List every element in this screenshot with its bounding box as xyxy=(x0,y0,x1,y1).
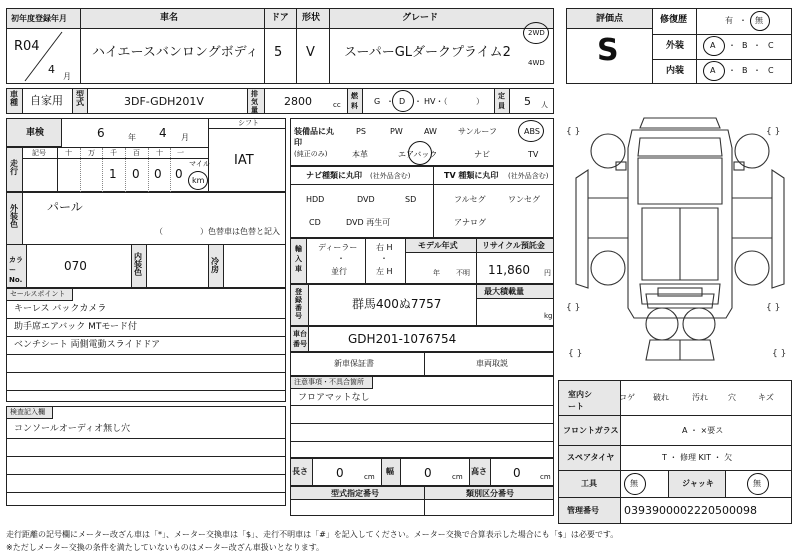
exterior-label: 外装 xyxy=(666,41,685,51)
color-change-note: ）色替車は色替と記入 xyxy=(200,227,280,236)
fuel-hv: HV・（ xyxy=(424,97,448,106)
mgmt-number: 0393900002220500098 xyxy=(624,504,757,517)
notes-value: フロアマットなし xyxy=(298,393,370,403)
equipment-label: 装備品に丸印 xyxy=(294,127,334,147)
fuel-d: D xyxy=(399,97,406,106)
inspector-value: コンソールオーディオ無し穴 xyxy=(14,424,131,434)
score-label: 評価点 xyxy=(596,14,624,24)
new-warranty: 新車保証書 xyxy=(334,359,374,368)
digit-label-4: 十 xyxy=(156,149,163,157)
month-unit: 月 xyxy=(63,72,71,81)
capacity-value: 5 xyxy=(524,95,531,108)
width-label: 幅 xyxy=(386,467,394,476)
svg-text:{ }: { } xyxy=(766,127,781,137)
equip-ps: PS xyxy=(356,127,366,136)
digit-label-3: 百 xyxy=(133,149,140,157)
import-dot: ・ xyxy=(337,254,345,263)
capacity-label: 定員 xyxy=(498,92,505,110)
mileage-digit-2: 0 xyxy=(132,167,140,181)
car-name-label: 車名 xyxy=(160,13,179,23)
length-value: 0 xyxy=(336,466,344,480)
navi-hdd: HDD xyxy=(306,195,325,204)
score-value: S xyxy=(597,33,619,68)
navi-sd: SD xyxy=(405,195,417,204)
max-load-kg: kg xyxy=(544,312,553,320)
interior-label: 内装 xyxy=(666,66,685,76)
model-year-label: モデル年式 xyxy=(418,241,458,250)
navi-sublabel: (社外品含む) xyxy=(370,172,411,180)
seat-tear: 破れ xyxy=(653,393,669,402)
mileage-sign-label: 記号 xyxy=(32,149,46,157)
jack-value: 無 xyxy=(753,479,761,488)
color-no-label: カラーNo. xyxy=(9,256,23,284)
svg-text:{ }: { } xyxy=(566,303,581,313)
model-label: 型式 xyxy=(76,90,84,107)
persons-unit: 人 xyxy=(541,101,548,109)
notes-label: 注意事項・不具合箇所 xyxy=(294,378,364,386)
grade-value: スーパーGLダークプライム2 xyxy=(344,45,511,60)
vehicle-type-label: 車種 xyxy=(10,90,18,107)
import-right-h: 右 H xyxy=(376,243,393,252)
grade-label: グレード xyxy=(402,13,439,23)
model-year-unit: 年 xyxy=(433,269,440,277)
recycle-yen: 円 xyxy=(544,269,551,277)
sales-points-label: セールスポイント xyxy=(10,290,66,298)
cooler-label: 冷房 xyxy=(211,257,219,274)
type-cert-label: 型式指定番号 xyxy=(331,489,379,498)
digit-label-2: 千 xyxy=(110,149,117,157)
import-left-h: 左 H xyxy=(376,267,393,276)
chassis-value: GDH201-1076754 xyxy=(348,332,457,346)
jack-label: ジャッキ xyxy=(682,479,714,488)
spare-value: T ・ 修理 KIT ・ 欠 xyxy=(662,453,733,462)
exterior-color-label: 外装色 xyxy=(10,204,18,229)
inspection-year-unit: 年 xyxy=(128,133,136,142)
first-reg-label: 初年度登録年月 xyxy=(11,14,67,23)
drive-4wd: 4WD xyxy=(528,59,545,67)
spare-label: スペアタイヤ xyxy=(567,453,615,462)
repair-label: 修復歴 xyxy=(660,15,688,25)
repair-yes: 有 xyxy=(725,16,733,25)
seat-dirt: 汚れ xyxy=(692,393,708,402)
height-cm: cm xyxy=(540,473,551,481)
windshield-label: フロントガラス xyxy=(563,426,619,435)
height-label: 高さ xyxy=(471,467,487,476)
car-name: ハイエースバンロングボディ xyxy=(92,45,259,60)
mileage-digit-3: 0 xyxy=(154,167,162,181)
windshield-value: A ・ ×要ス xyxy=(682,426,724,435)
registration-row xyxy=(6,88,554,114)
equipment-sublabel: (純正のみ) xyxy=(294,150,328,158)
equip-abs: ABS xyxy=(524,127,540,136)
shift-label: シフト xyxy=(238,119,259,127)
cc-unit: cc xyxy=(333,101,341,109)
docs-row xyxy=(290,352,554,376)
equip-navi: ナビ xyxy=(474,150,490,159)
height-value: 0 xyxy=(513,466,521,480)
fuel-g: G xyxy=(374,97,381,106)
inspection-year: 6 xyxy=(97,126,105,140)
equip-tv: TV xyxy=(528,150,539,159)
fuel-label: 燃料 xyxy=(351,92,358,110)
drive-2wd: 2WD xyxy=(528,29,545,37)
vehicle-manual: 車両取説 xyxy=(476,359,508,368)
equip-sunroof: サンルーフ xyxy=(458,127,497,136)
svg-text:{ }: { } xyxy=(766,303,781,313)
km-unit: km xyxy=(192,176,205,185)
displacement-label: 排気量 xyxy=(251,90,258,114)
interior-b: B xyxy=(742,66,748,75)
navi-cd: CD xyxy=(309,218,321,227)
recycle-label: リサイクル預託金 xyxy=(482,241,545,250)
doors-value: 5 xyxy=(274,45,283,60)
repair-no: 無 xyxy=(755,16,763,25)
displacement-value: 2800 xyxy=(284,95,312,108)
mileage-label: 走行 xyxy=(10,159,18,176)
tv-analog: アナログ xyxy=(454,218,486,227)
navi-label: ナビ種類に丸印 xyxy=(306,171,362,180)
mileage-digit-1: 1 xyxy=(109,167,117,181)
equip-aw: AW xyxy=(424,127,437,136)
width-cm: cm xyxy=(452,473,463,481)
footer-note-1: 走行距離の記号欄にメーター改ざん車は「*」、メーター交換車は「$」、走行不明車は「#」を記入してください。メーター交換で合算表示した場合にも「$」は必要です。 xyxy=(6,530,619,539)
wheel-front-right xyxy=(735,134,769,168)
import-parallel: 並行 xyxy=(331,267,347,276)
wheel-rear-right xyxy=(735,251,769,285)
tools-label: 工具 xyxy=(581,479,597,488)
svg-text:{ }: { } xyxy=(566,127,581,137)
interior-color-label: 内装色 xyxy=(134,252,142,277)
color-no: 070 xyxy=(64,259,87,273)
color-paren-open: （ xyxy=(155,227,163,236)
sales-point-2: 助手席エアバック MTモード付 xyxy=(14,322,138,332)
digit-label-1: 万 xyxy=(88,149,95,157)
exterior-c: C xyxy=(768,41,774,50)
tv-label: TV 種類に丸印 xyxy=(444,171,499,180)
model-year-unknown: 不明 xyxy=(456,269,470,277)
seat-scratch: キズ xyxy=(758,393,774,402)
import-dealer: ディーラー xyxy=(318,243,358,252)
fuel-close: ） xyxy=(476,97,484,106)
shift-value: IAT xyxy=(234,153,254,168)
plate-label: 登録番号 xyxy=(295,288,302,320)
inspection-label: 車検 xyxy=(26,128,45,138)
equip-leather: 本革 xyxy=(352,150,368,159)
shape-label: 形状 xyxy=(302,13,321,23)
inspection-month-unit: 月 xyxy=(181,133,189,142)
length-label: 長さ xyxy=(292,467,308,476)
exterior-color: パール xyxy=(47,200,83,214)
seat-label: 室内シート xyxy=(568,390,592,411)
digit-label-0: 十 xyxy=(65,149,72,157)
mileage-digit-4: 0 xyxy=(175,167,183,181)
tv-oneseg: ワンセグ xyxy=(508,195,540,204)
sales-point-3: ベンチシート 両側電動スライドドア xyxy=(14,340,161,350)
max-load-label: 最大積載量 xyxy=(484,287,524,296)
digit-label-5: 一 xyxy=(177,149,184,157)
sales-point-1: キーレス バックカメラ xyxy=(14,304,107,314)
interior-c: C xyxy=(768,66,774,75)
exterior-b: B xyxy=(742,41,748,50)
tv-sublabel: (社外品含む) xyxy=(508,172,549,180)
inspector-label: 検査記入欄 xyxy=(10,408,45,416)
import-dot2: ・ xyxy=(380,254,388,263)
plate-value: 群馬400ぬ7757 xyxy=(352,297,442,311)
seat-hole: 穴 xyxy=(728,393,736,402)
first-reg-month: 4 xyxy=(48,63,55,76)
equip-pw: PW xyxy=(390,127,403,136)
svg-text:{ }: { } xyxy=(772,349,787,359)
chassis-label: 車台番号 xyxy=(293,330,307,348)
first-reg-era: R04 xyxy=(14,39,40,54)
model-value: 3DF-GDH201V xyxy=(124,95,204,108)
category-label: 類別区分番号 xyxy=(466,489,514,498)
vehicle-type: 自家用 xyxy=(30,94,63,107)
tools-value: 無 xyxy=(630,479,638,488)
length-cm: cm xyxy=(364,473,375,481)
seat-burn: コゲ xyxy=(619,393,635,402)
tv-fullseg: フルセグ xyxy=(454,195,486,204)
doors-label: ドア xyxy=(271,13,289,23)
navi-dvd: DVD xyxy=(357,195,375,204)
equip-airbag: エアバック xyxy=(398,150,438,159)
wheel-rear-left xyxy=(591,251,625,285)
import-label: 輸入車 xyxy=(295,245,302,273)
navi-dvd-play: DVD 再生可 xyxy=(346,218,391,227)
shape-value: V xyxy=(306,45,315,60)
width-value: 0 xyxy=(424,466,432,480)
footer-note-2: ※ただしメーター交換の条件を満たしていないものはメーター改ざん車扱いとなります。 xyxy=(6,543,325,552)
wheel-front-left xyxy=(591,134,625,168)
inspection-month: 4 xyxy=(159,126,167,140)
interior-a: A xyxy=(710,66,716,75)
vehicle-damage-diagram xyxy=(562,108,794,370)
recycle-value: 11,860 xyxy=(488,263,530,277)
exterior-a: A xyxy=(710,41,716,50)
mile-label: マイル xyxy=(189,160,210,168)
svg-text:{ }: { } xyxy=(568,349,583,359)
mgmt-label: 管理番号 xyxy=(567,506,599,515)
